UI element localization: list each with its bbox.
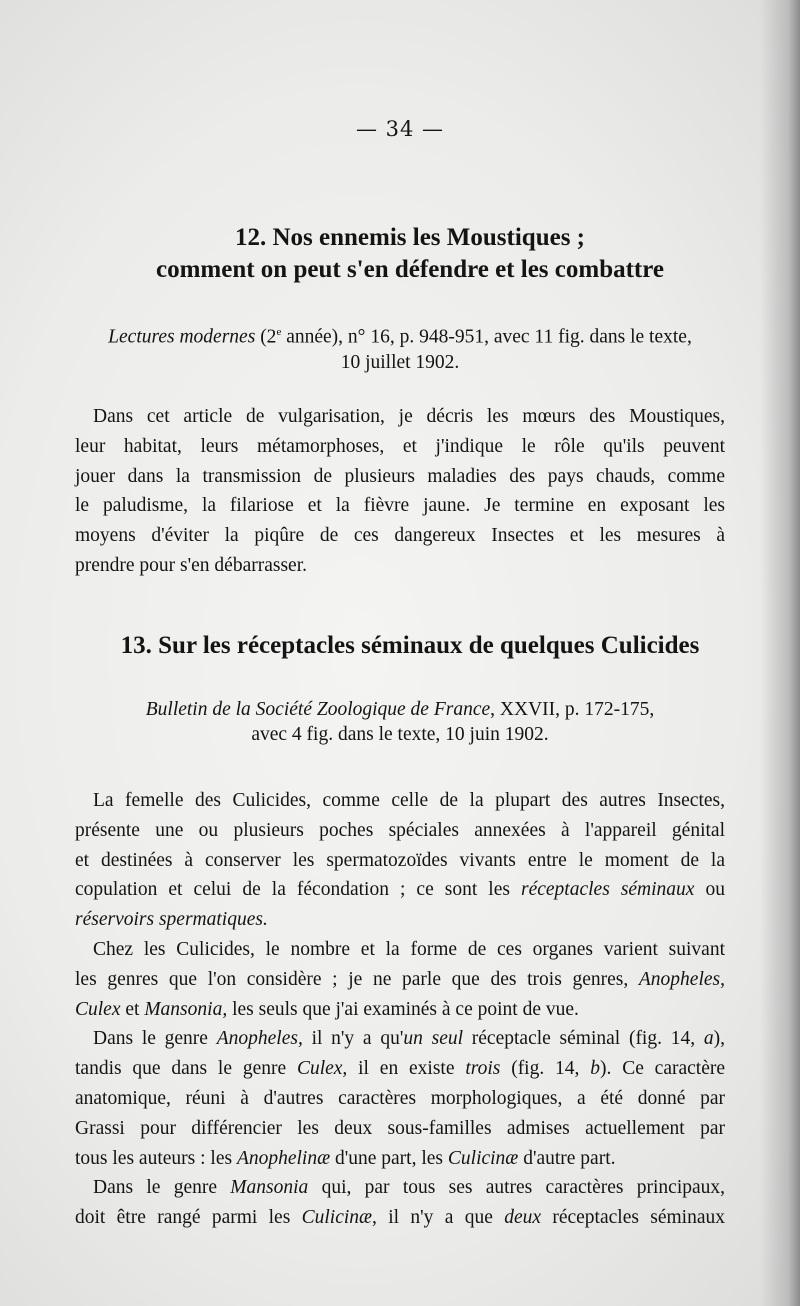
body-line: les genres que l'on considère ; je ne parle que des trois genres, Anopheles, <box>75 968 725 990</box>
section-12-citation: Lectures modernes (2e année), n° 16, p. 948-951, avec 11 fig. dans le texte, 10 juillet 1902. <box>72 320 728 375</box>
section-12-body <box>75 402 725 581</box>
body-line: présente une ou plusieurs poches spéciales annexées à l'appareil génital <box>75 819 725 841</box>
section-12-title-line1: 12. Nos ennemis les Moustiques ; <box>234 224 585 251</box>
body-line: moyens d'éviter la piqûre de ces dangereux Insectes et les mesures à <box>75 525 725 547</box>
body-line: tandis que dans le genre Culex, il en existe trois (fig. 14, b). Ce caractère <box>75 1058 726 1080</box>
section-13-title: 13. Sur les réceptacles séminaux de quelques Culicides <box>120 632 700 659</box>
page-number: — 34 — <box>355 117 445 141</box>
body-line: copulation et celui de la fécondation ; ce sont les réceptacles séminaux ou <box>75 879 725 901</box>
body-line: Grassi pour différencier les deux sous-familles admises actuellement par <box>75 1117 725 1139</box>
body-line: Culex et Mansonia, les seuls que j'ai examinés à ce point de vue. <box>75 998 579 1020</box>
section-13-journal: Bulletin de la Société Zoologique de France <box>145 699 491 720</box>
body-line: Chez les Culicides, le nombre et la forme de ces organes varient suivant <box>93 938 725 960</box>
page-binding-shadow <box>760 0 800 1306</box>
body-line: le paludisme, la filariose et la fièvre jaune. Je termine en exposant les <box>75 495 725 517</box>
body-line: Dans cet article de vulgarisation, je décris les mœurs des Moustiques, <box>93 406 725 427</box>
body-line: et destinées à conserver les spermatozoïdes vivants entre le moment de la <box>75 849 725 871</box>
body-line: jouer dans la transmission de plusieurs maladies des pays chauds, comme <box>75 465 725 487</box>
body-line: leur habitat, leurs métamorphoses, et j'indique le rôle qu'ils peuvent <box>75 435 725 457</box>
section-12-title-line2: comment on peut s'en défendre et les combattre <box>155 256 664 283</box>
section-12-journal: Lectures modernes <box>108 326 256 348</box>
body-line: tous les auteurs : les Anophelinæ d'une part, les Culicinæ d'autre part. <box>75 1147 616 1169</box>
body-line: Dans le genre Anopheles, il n'y a qu'un seul réceptacle séminal (fig. 14, a), <box>93 1028 725 1050</box>
section-13-body <box>75 786 725 1233</box>
body-line: anatomique, réuni à d'autres caractères morphologiques, a été donné par <box>75 1087 725 1109</box>
body-line: réservoirs spermatiques. <box>75 909 268 931</box>
section-12-citation-date: 10 juillet 1902. <box>340 351 460 373</box>
section-12-title <box>60 222 760 286</box>
body-line: doit être rangé parmi les Culicinæ, il n'y a que deux réceptacles séminaux <box>75 1207 725 1229</box>
body-line: Dans le genre Mansonia qui, par tous ses autres caractères principaux, <box>93 1177 726 1199</box>
body-line: La femelle des Culicides, comme celle de la plupart des autres Insectes, <box>93 790 725 811</box>
body-line: prendre pour s'en débarrasser. <box>75 554 308 576</box>
section-13-citation-date: avec 4 fig. dans le texte, 10 juin 1902. <box>251 724 549 745</box>
section-13-citation: Bulletin de la Société Zoologique de France, XXVII, p. 172-175, avec 4 fig. dans le texte, 10 juin 1902. <box>72 697 728 747</box>
